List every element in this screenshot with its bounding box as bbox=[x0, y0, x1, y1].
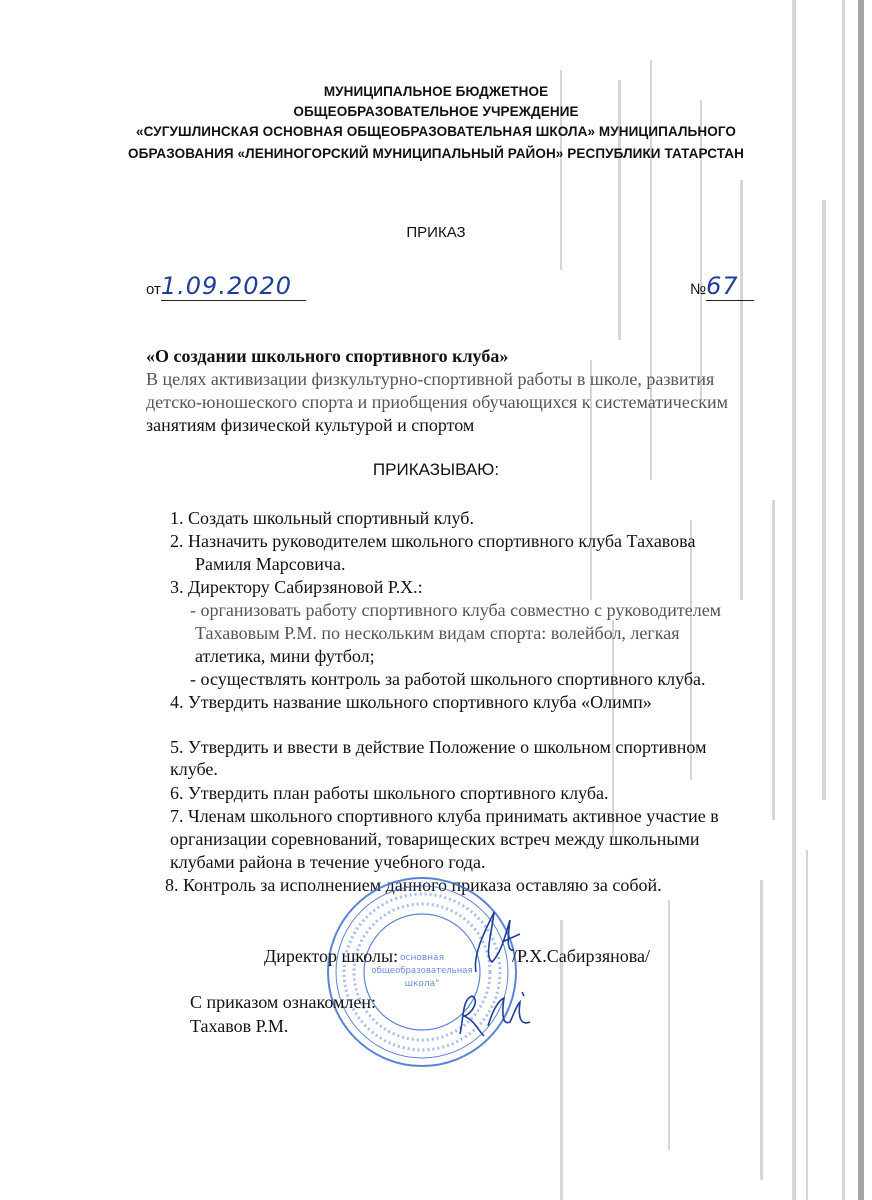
item-3-subitem-a: - организовать работу спортивного клуба совместно с руководителем bbox=[190, 600, 722, 620]
date-value: 1.09.2020 bbox=[160, 272, 293, 300]
order-subject: «О создании школьного спортивного клуба» bbox=[146, 346, 509, 366]
date-prefix: от bbox=[146, 281, 161, 298]
item-7-line-2: организации соревнований, товарищеских встреч между школьными bbox=[170, 829, 700, 849]
item-4: 4. Утвердить название школьного спортивного клуба «Олимп» bbox=[170, 692, 652, 712]
ack-line-2: Тахавов Р.М. bbox=[190, 1016, 289, 1036]
number-prefix: № bbox=[690, 281, 707, 298]
item-5-continued: клубе. bbox=[170, 759, 218, 779]
item-2: 2. Назначить руководителем школьного спортивного клуба Тахавова bbox=[170, 531, 696, 551]
item-2-continued: Рамиля Марсовича. bbox=[195, 554, 346, 574]
acknowledgement-signature bbox=[452, 986, 542, 1046]
number-value: 67 bbox=[706, 272, 739, 300]
number-row bbox=[690, 272, 754, 301]
date-row bbox=[146, 272, 306, 301]
org-header-line-1: МУНИЦИПАЛЬНОЕ БЮДЖЕТНОЕ bbox=[323, 84, 549, 99]
seal-text-2: общеобразовательная bbox=[371, 966, 473, 976]
item-7-line-3: клубами района в течение учебного года. bbox=[170, 852, 486, 872]
item-3-subitem-a-line-2: Тахавовым Р.М. по нескольким видам спорта: волейбол, легкая bbox=[195, 623, 680, 643]
number-field bbox=[706, 272, 754, 301]
order-word: ПРИКАЗЫВАЮ: bbox=[372, 460, 500, 479]
org-header-line-4: ОБРАЗОВАНИЯ «ЛЕНИНОГОРСКИЙ МУНИЦИПАЛЬНЫЙ РАЙОН» РЕСПУБЛИКИ ТАТАРСТАН bbox=[128, 146, 744, 161]
preamble-line-1: В целях активизации физкультурно-спортивной работы в школе, развития bbox=[146, 369, 715, 389]
item-7: 7. Членам школьного спортивного клуба принимать активное участие в bbox=[170, 806, 719, 826]
director-label: Директор школы: bbox=[264, 946, 399, 966]
ack-line-1: С приказом ознакомлен: bbox=[190, 992, 377, 1012]
director-signature bbox=[462, 902, 532, 982]
item-3: 3. Директору Сабирзяновой Р.Х.: bbox=[170, 577, 423, 597]
document-title: ПРИКАЗ bbox=[406, 224, 466, 241]
item-6: 6. Утвердить план работы школьного спортивного клуба. bbox=[170, 783, 609, 803]
item-3-subitem-a-line-3: атлетика, мини футбол; bbox=[195, 646, 375, 666]
org-header-line-3: «СУГУШЛИНСКАЯ ОСНОВНАЯ ОБЩЕОБРАЗОВАТЕЛЬНАЯ ШКОЛА» МУНИЦИПАЛЬНОГО bbox=[136, 124, 736, 139]
item-3-subitem-b: - осуществлять контроль за работой школьного спортивного клуба. bbox=[190, 669, 706, 689]
seal-text-3: школа" bbox=[404, 979, 440, 989]
seal-text-1: основная bbox=[400, 953, 444, 963]
preamble-line-2: детско-юношеского спорта и приобщения обучающихся к систематическим bbox=[146, 392, 729, 412]
item-8: 8. Контроль за исполнением данного приказа оставляю за собой. bbox=[165, 875, 662, 895]
item-5: 5. Утвердить и ввести в действие Положение о школьном спортивном bbox=[170, 737, 707, 757]
date-field bbox=[161, 272, 306, 301]
director-name: /Р.Х.Сабирзянова/ bbox=[512, 946, 651, 966]
item-1: 1. Создать школьный спортивный клуб. bbox=[170, 508, 474, 528]
preamble-line-3: занятиям физической культурой и спортом bbox=[146, 415, 475, 435]
org-header-line-2: ОБЩЕОБРАЗОВАТЕЛЬНОЕ УЧРЕЖДЕНИЕ bbox=[293, 104, 579, 119]
